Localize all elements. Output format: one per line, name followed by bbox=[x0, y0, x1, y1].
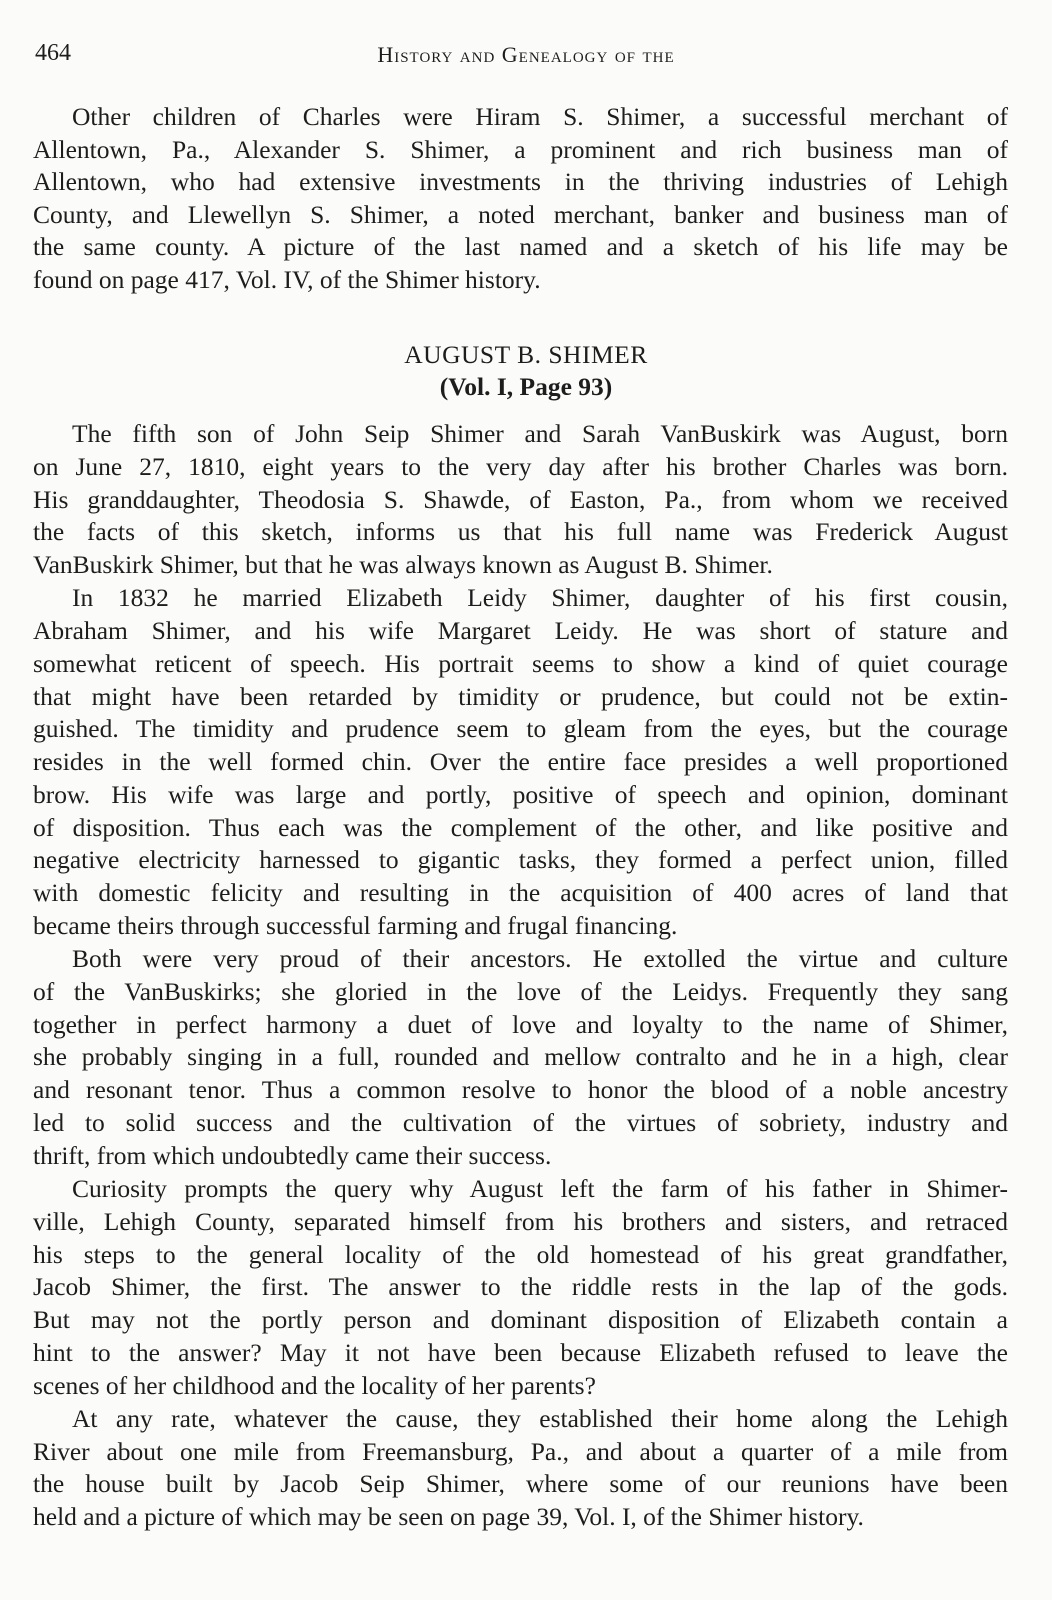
text-line: resides in the well formed chin. Over the entire face presides a well proportioned bbox=[33, 747, 1008, 777]
text-line: Allentown, Pa., Alexander S. Shimer, a prominent and rich business man of bbox=[33, 134, 1008, 164]
text-line: became theirs through successful farming and frugal financing. bbox=[33, 910, 678, 940]
text-line: At any rate, whatever the cause, they established their home along the Lehigh bbox=[72, 1403, 1008, 1433]
text-line: But may not the portly person and dominant disposition of Elizabeth contain a bbox=[33, 1305, 1008, 1335]
text-line: on June 27, 1810, eight years to the very day after his brother Charles was born. bbox=[33, 451, 1008, 481]
text-line: she probably singing in a full, rounded and mellow contralto and he in a high, clear bbox=[33, 1042, 1008, 1072]
text-line: found on page 417, Vol. IV, of the Shimer history. bbox=[33, 264, 541, 294]
text-line: Abraham Shimer, and his wife Margaret Leidy. He was short of stature and bbox=[33, 616, 1008, 646]
text-line: Allentown, who had extensive investments in the thriving industries of Lehigh bbox=[33, 167, 1008, 196]
text-line: In 1832 he married Elizabeth Leidy Shimer, daughter of his first cousin, bbox=[72, 583, 1008, 613]
text-line: Other children of Charles were Hiram S. Shimer, a successful merchant of bbox=[72, 102, 1008, 131]
text-line: his steps to the general locality of the old homestead of his great grandfather, bbox=[33, 1239, 1008, 1269]
text-line: Both were very proud of their ancestors. He extolled the virtue and culture bbox=[72, 944, 1008, 974]
text-line: the same county. A picture of the last named and a sketch of his life may be bbox=[33, 232, 1008, 261]
text-line: His granddaughter, Theodosia S. Shawde, of Easton, Pa., from whom we received bbox=[33, 484, 1008, 514]
text-line: of disposition. Thus each was the complement of the other, and like positive and bbox=[33, 812, 1008, 842]
text-line: hint to the answer? May it not have been because Elizabeth refused to leave the bbox=[33, 1337, 1008, 1367]
section-reference: (Vol. I, Page 93) bbox=[439, 372, 613, 401]
text-line: that might have been retarded by timidity or prudence, but could not be extin- bbox=[33, 681, 1008, 711]
text-line: negative electricity harnessed to gigantic tasks, they formed a perfect union, filled bbox=[33, 845, 1008, 875]
text-line: the facts of this sketch, informs us that his full name was Frederick August bbox=[33, 517, 1008, 547]
text-line: VanBuskirk Shimer, but that he was always known as August B. Shimer. bbox=[33, 550, 773, 579]
text-line: somewhat reticent of speech. His portrait seems to show a kind of quiet courage bbox=[33, 648, 1008, 678]
text-line: scenes of her childhood and the locality of her parents? bbox=[33, 1370, 596, 1400]
text-line: County, and Llewellyn S. Shimer, a noted merchant, banker and business man of bbox=[33, 199, 1008, 229]
text-line: held and a picture of which may be seen on page 39, Vol. I, of the Shimer history. bbox=[33, 1502, 864, 1532]
running-title: History and Genealogy of the bbox=[377, 42, 675, 67]
text-line: with domestic felicity and resulting in the acquisition of 400 acres of land that bbox=[33, 878, 1008, 908]
section-title: AUGUST B. SHIMER bbox=[404, 340, 648, 369]
text-line: led to solid success and the cultivation of the virtues of sobriety, industry and bbox=[33, 1107, 1008, 1137]
text-line: and resonant tenor. Thus a common resolve to honor the blood of a noble ancestry bbox=[33, 1075, 1008, 1105]
text-line: ville, Lehigh County, separated himself from his brothers and sisters, and retraced bbox=[33, 1206, 1008, 1236]
text-line: River about one mile from Freemansburg, Pa., and about a quarter of a mile from bbox=[33, 1436, 1008, 1466]
text-line: Curiosity prompts the query why August left the farm of his father in Shimer- bbox=[72, 1174, 1008, 1204]
text-line: of the VanBuskirks; she gloried in the love of the Leidys. Frequently they sang bbox=[33, 976, 1008, 1006]
text-line: guished. The timidity and prudence seem to gleam from the eyes, but the courage bbox=[33, 714, 1008, 744]
text-line: thrift, from which undoubtedly came their success. bbox=[33, 1140, 552, 1170]
text-line: brow. His wife was large and portly, positive of speech and opinion, dominant bbox=[33, 779, 1008, 809]
text-line: The fifth son of John Seip Shimer and Sarah VanBuskirk was August, born bbox=[72, 419, 1008, 448]
text-line: together in perfect harmony a duet of love and loyalty to the name of Shimer, bbox=[33, 1009, 1008, 1039]
text-line: Jacob Shimer, the first. The answer to the riddle rests in the lap of the gods. bbox=[33, 1272, 1008, 1302]
text-line: the house built by Jacob Seip Shimer, where some of our reunions have been bbox=[33, 1469, 1008, 1499]
page-number: 464 bbox=[35, 40, 71, 66]
